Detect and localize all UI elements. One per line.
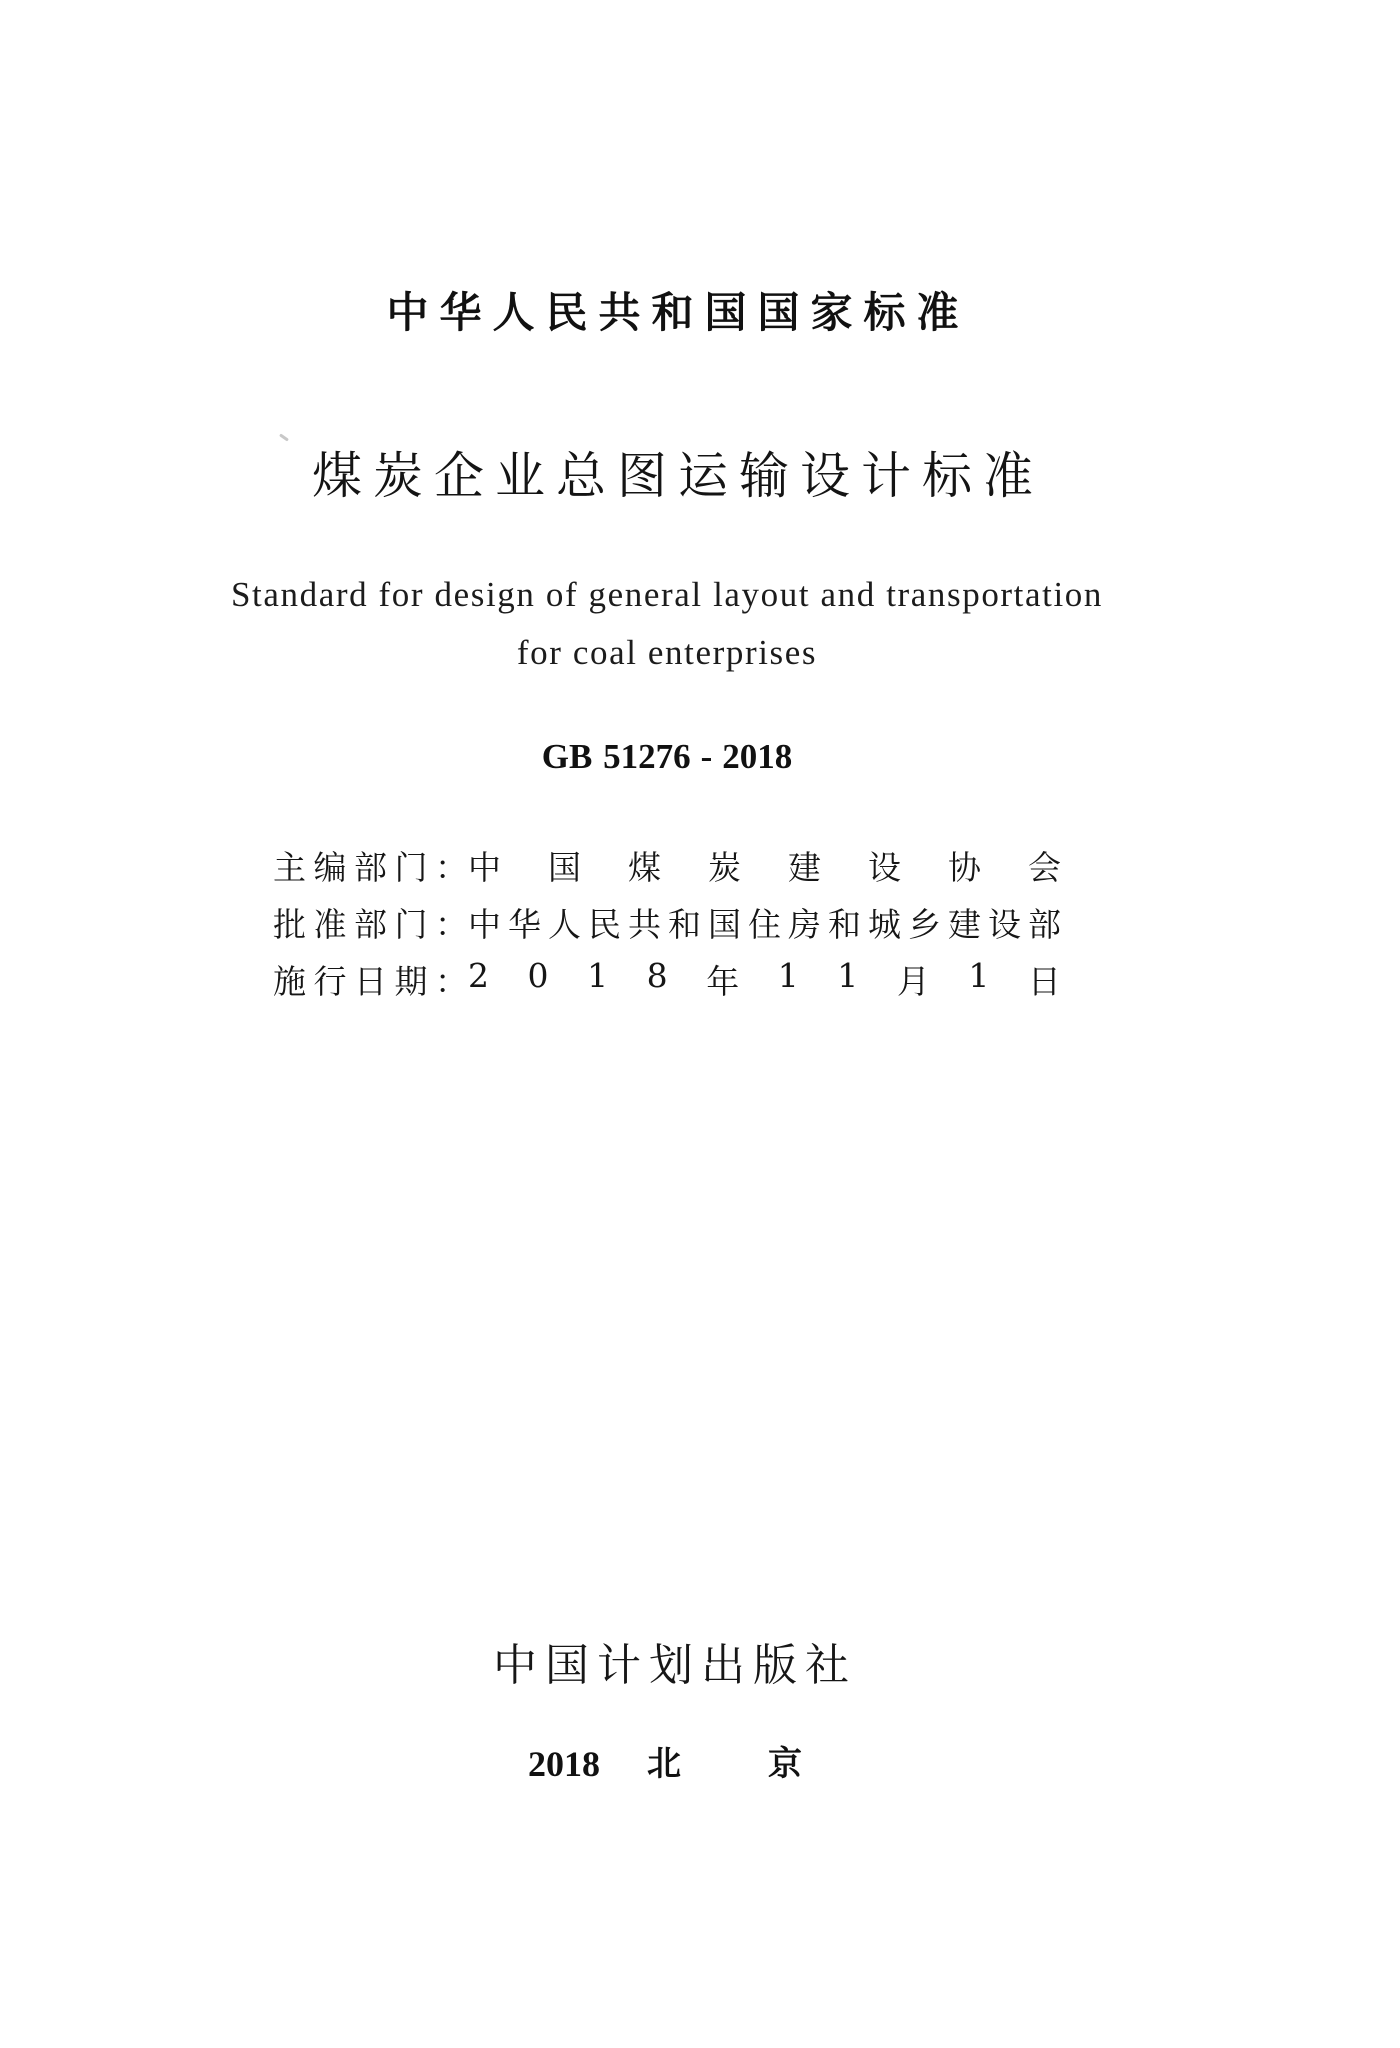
value-char: 国	[708, 904, 741, 944]
label-char: 主	[273, 847, 306, 887]
value-char: 月	[896, 961, 930, 1001]
value-char: 年	[706, 961, 740, 1001]
metadata-row-chief-editor	[273, 845, 1063, 885]
value-char: 共	[628, 904, 661, 944]
metadata-row-approving-dept	[273, 902, 1063, 942]
value-char: 8	[646, 955, 668, 995]
value-char: 人	[548, 904, 581, 944]
label-char: 日	[354, 961, 387, 1001]
value-char: 0	[527, 955, 549, 995]
label-char: 准	[313, 904, 347, 944]
metadata-label	[273, 899, 468, 946]
value-char: 和	[668, 904, 701, 944]
label-char: 批	[273, 904, 306, 944]
value-char: 乡	[908, 904, 941, 944]
metadata-label	[273, 842, 468, 889]
label-char: ：	[435, 961, 468, 1001]
metadata-label	[273, 956, 468, 1003]
label-char: 期	[394, 961, 428, 1001]
label-char: ：	[435, 904, 468, 944]
value-char: 房	[788, 904, 821, 944]
value-char: 1	[968, 955, 990, 995]
value-char: 国	[548, 847, 581, 887]
publisher-name: 中国计划出版社	[493, 1640, 857, 1691]
value-char: 建	[788, 847, 821, 887]
standard-code: 51276	[603, 737, 691, 776]
value-char: 协	[948, 847, 981, 887]
publication-city-char-2: 京	[768, 1744, 802, 1784]
standard-separator: -	[700, 737, 713, 776]
value-char: 华	[508, 904, 541, 944]
label-char: 编	[313, 847, 347, 887]
value-char: 煤	[628, 847, 661, 887]
chinese-title: 煤炭企业总图运输设计标准	[312, 447, 1044, 505]
publication-city-char-1: 北	[647, 1744, 681, 1784]
value-char: 中	[468, 904, 501, 944]
value-char: 1	[777, 955, 799, 995]
value-char: 中	[468, 847, 501, 887]
english-title-line-1: Standard for design of general layout and transportation	[230, 575, 1103, 614]
english-title-line-2: for coal enterprises	[516, 633, 818, 672]
value-char: 设	[868, 847, 901, 887]
value-char: 民	[588, 904, 621, 944]
value-char: 部	[1028, 904, 1061, 944]
value-char: 2	[468, 955, 489, 995]
label-char: ：	[435, 847, 468, 887]
publication-year: 2018	[528, 1744, 600, 1784]
label-char: 门	[394, 904, 428, 944]
value-char: 日	[1027, 961, 1061, 1001]
standard-number	[0, 737, 1334, 777]
value-char: 和	[828, 904, 861, 944]
metadata-row-effective-date	[273, 955, 1063, 1001]
value-char: 城	[868, 904, 901, 944]
value-char: 1	[587, 955, 609, 995]
standard-prefix: GB	[541, 737, 593, 776]
standard-year: 2018	[722, 737, 793, 776]
metadata-value	[468, 956, 1063, 1003]
label-char: 施	[273, 961, 306, 1001]
value-char: 炭	[708, 847, 741, 887]
metadata-value	[468, 899, 1063, 946]
scan-artifact-mark	[279, 433, 289, 441]
value-char: 设	[988, 904, 1021, 944]
label-char: 行	[313, 961, 347, 1001]
standard-category-header: 中华人民共和国国家标准	[386, 288, 970, 337]
value-char: 住	[748, 904, 781, 944]
label-char: 部	[354, 904, 387, 944]
value-char: 会	[1028, 847, 1061, 887]
label-char: 门	[394, 847, 428, 887]
value-char: 建	[948, 904, 981, 944]
value-char: 1	[837, 955, 859, 995]
label-char: 部	[354, 847, 387, 887]
metadata-value	[468, 842, 1063, 889]
